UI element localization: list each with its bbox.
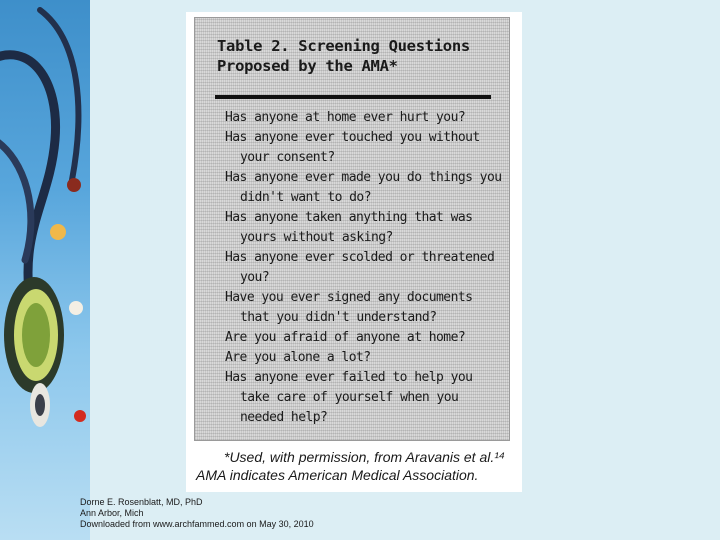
stethoscope-icon xyxy=(0,0,90,540)
footnote-line-2: AMA indicates American Medical Association. xyxy=(196,467,479,483)
question-list xyxy=(225,108,507,428)
table-title xyxy=(217,36,507,76)
scanned-table-image xyxy=(186,12,522,492)
question-item: Has anyone ever scolded or threatened you? xyxy=(225,250,495,285)
credit-author: Dorne E. Rosenblatt, MD, PhD xyxy=(80,497,203,507)
question-item: Are you alone a lot? xyxy=(225,350,371,365)
footnote-line-1: *Used, with permission, from Aravanis et al.¹⁴ xyxy=(224,449,505,465)
question-item: Has anyone ever failed to help you take care of yourself when you needed help? xyxy=(225,370,473,425)
title-divider xyxy=(215,95,491,99)
source-credit xyxy=(80,497,314,530)
credit-location: Ann Arbor, Mich xyxy=(80,508,144,518)
question-item: Has anyone ever made you do things you didn't want to do? xyxy=(225,170,502,205)
credit-source: Downloaded from www.archfammed.com on May 30, 2010 xyxy=(80,519,314,529)
question-item: Has anyone at home ever hurt you? xyxy=(225,110,466,125)
question-item: Have you ever signed any documents that you didn't understand? xyxy=(225,290,473,325)
question-item: Are you afraid of anyone at home? xyxy=(225,330,466,345)
table-title-line-2: Proposed by the AMA* xyxy=(217,57,398,75)
table-title-line-1: Table 2. Screening Questions xyxy=(217,37,470,55)
question-item: Has anyone taken anything that was yours without asking? xyxy=(225,210,473,245)
stethoscope-image xyxy=(0,0,90,540)
question-item: Has anyone ever touched you without your consent? xyxy=(225,130,480,165)
table-panel xyxy=(194,17,510,441)
table-footnote xyxy=(196,448,518,484)
